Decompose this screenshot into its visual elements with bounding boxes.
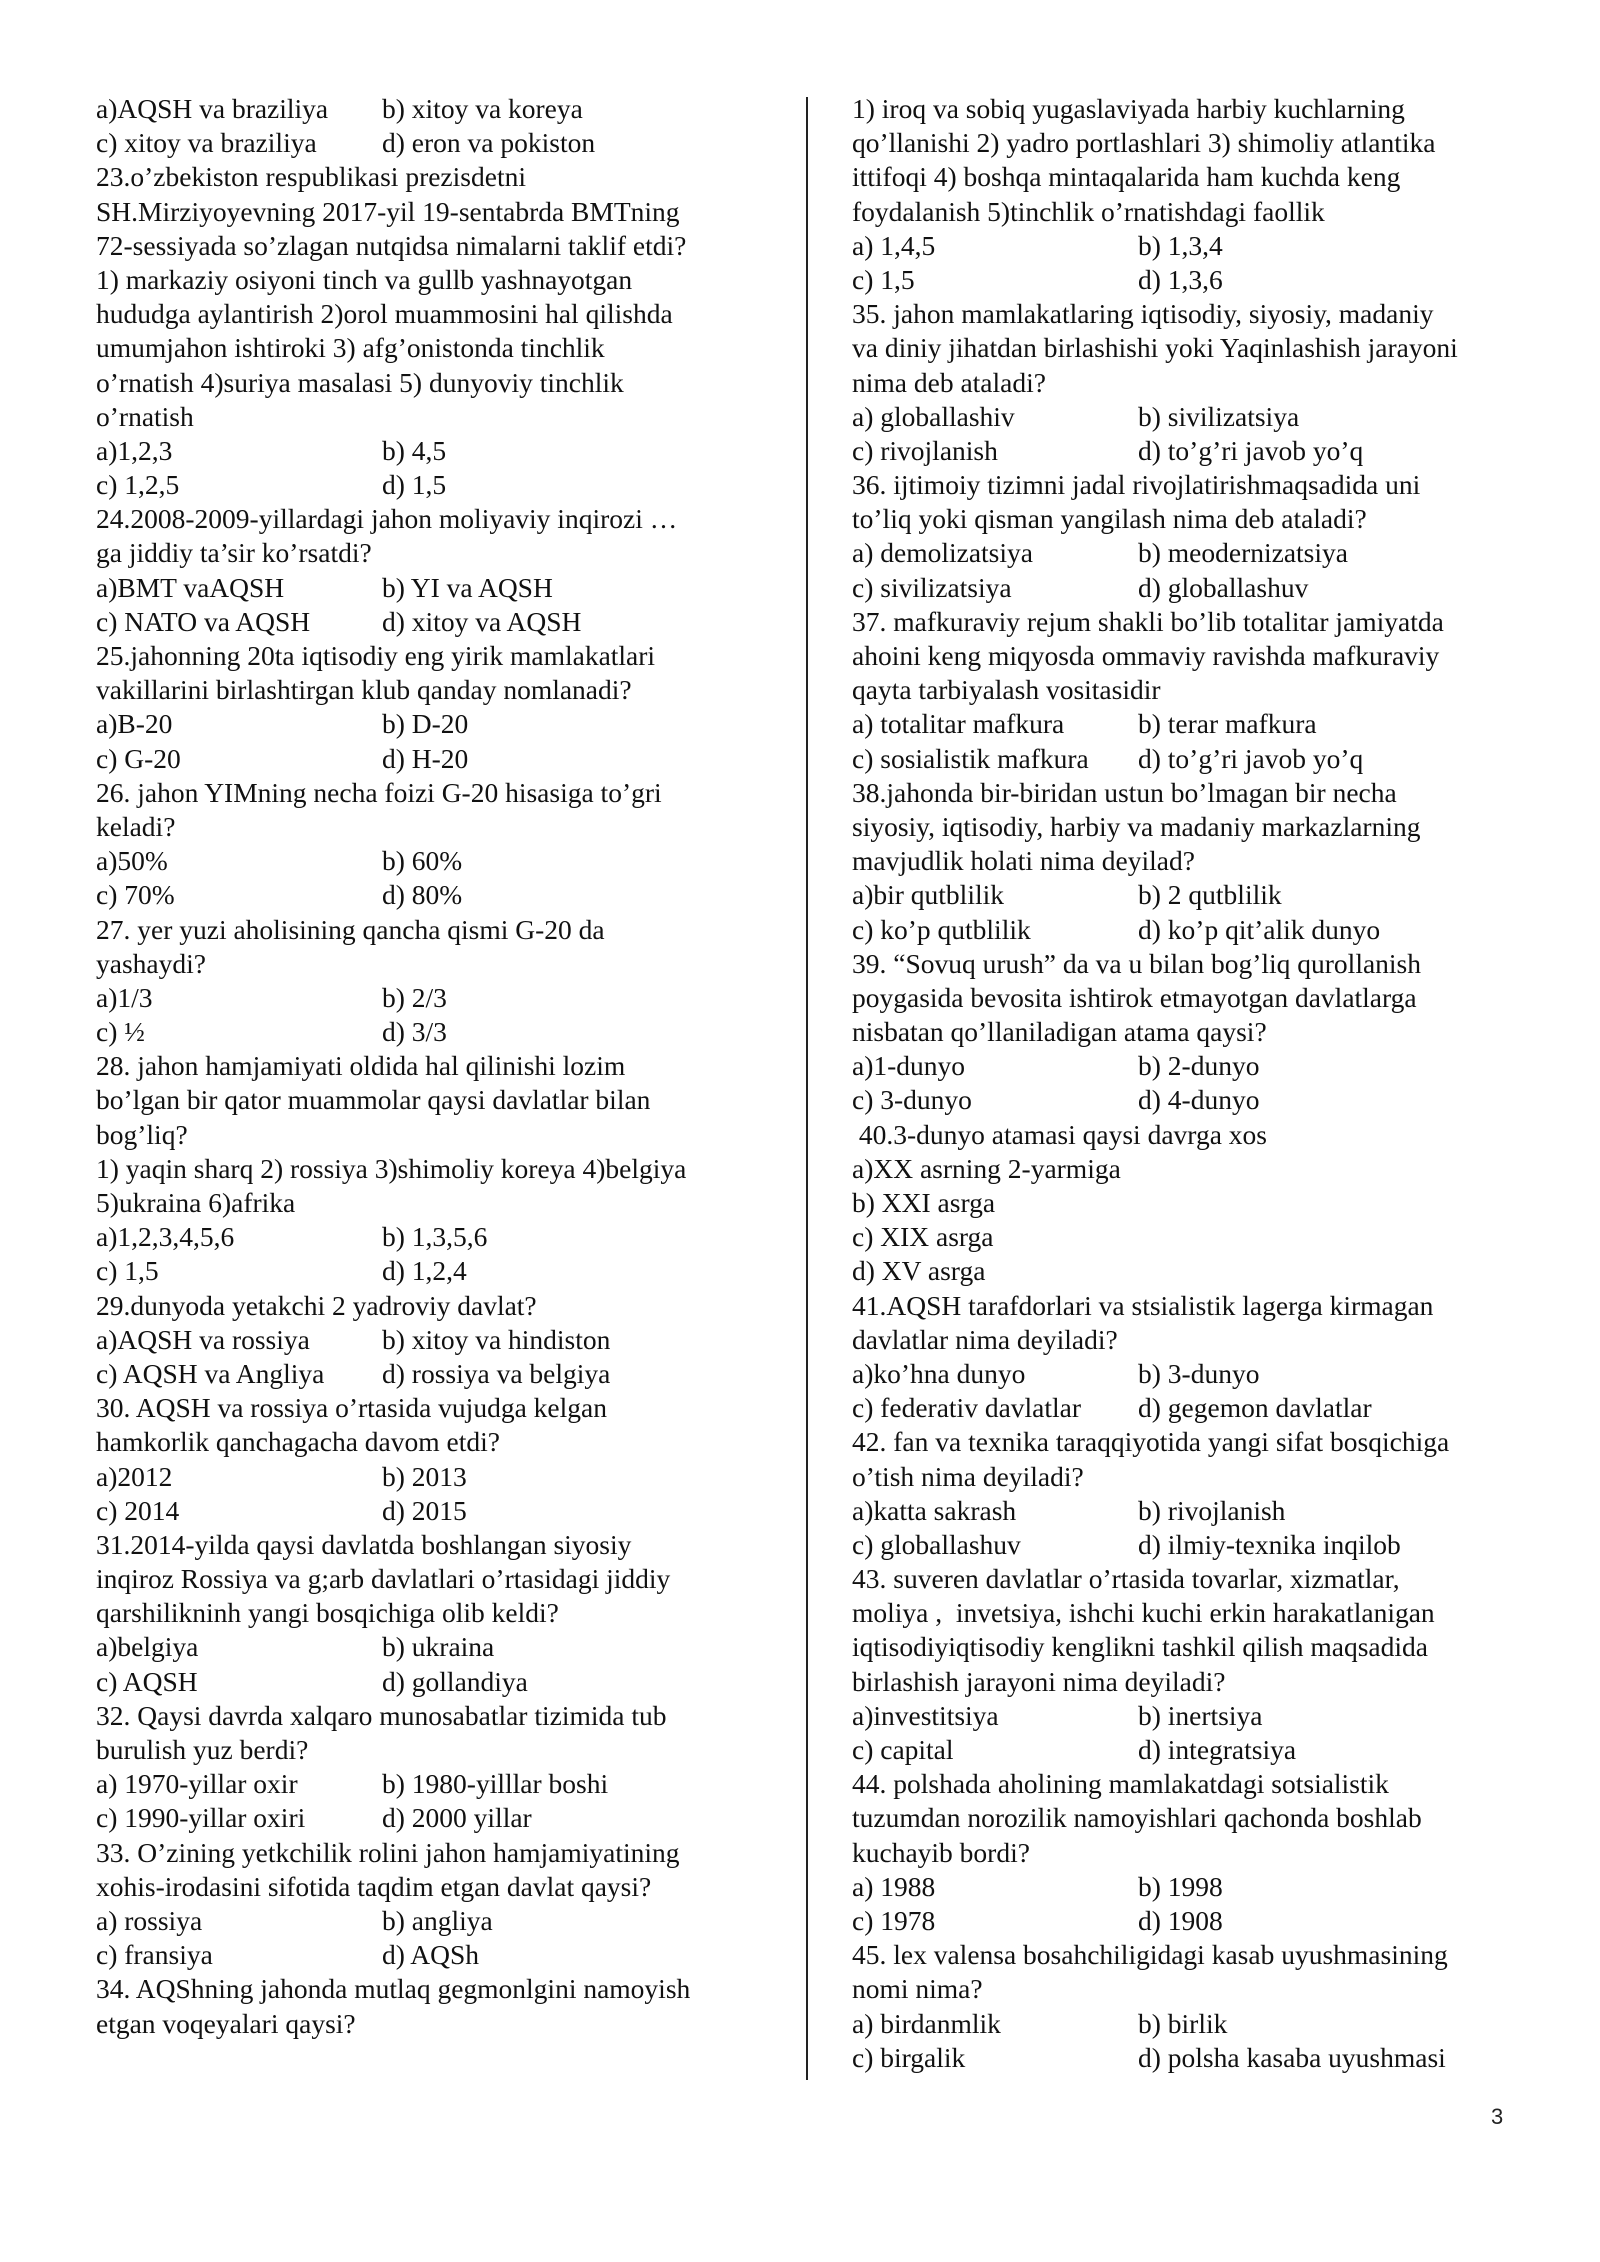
answer-option: d) ilmiy-texnika inqilob: [1138, 1528, 1401, 1560]
answer-option: a)1/3: [96, 981, 153, 1013]
text-line: ga jiddiy ta’sir ko’rsatdi?: [96, 537, 372, 569]
text-line: davlatlar nima deyiladi?: [852, 1323, 1118, 1355]
answer-option: b) 1,3,4: [1138, 229, 1223, 261]
text-line: 23.o’zbekiston respublikasi prezisdetni: [96, 161, 526, 193]
answer-option: c) birgalik: [852, 2041, 966, 2073]
answer-options-row: [852, 878, 1512, 912]
answer-option: b) ukraina: [382, 1631, 495, 1663]
answer-option: d) 1,2,4: [382, 1255, 467, 1287]
text-line: 26. jahon YIMning necha foizi G-20 hisasiga to’gri: [96, 776, 662, 808]
text-line: 24.2008-2009-yillardagi jahon moliyaviy inqirozi …: [96, 503, 678, 535]
answer-options-row: [96, 1801, 796, 1835]
text-line: bo’lgan bir qator muammolar qaysi davlatlar bilan: [96, 1084, 651, 1116]
answer-options-row: [852, 1870, 1512, 1904]
text-line: iqtisodiyiqtisodiy kenglikni tashkil qilish maqsadida: [852, 1631, 1428, 1663]
text-line: burulish yuz berdi?: [96, 1734, 309, 1765]
answer-option: c) 2014: [96, 1494, 180, 1526]
answer-option: a)AQSH va braziliya: [96, 93, 329, 124]
text-line: umumjahon ishtiroki 3) afg’onistonda tinchlik: [96, 332, 605, 364]
answer-option: c) globallashuv: [852, 1528, 1021, 1560]
answer-options-row: [96, 742, 796, 776]
answer-options-row: [852, 1528, 1512, 1562]
answer-option: d) rossiya va belgiya: [382, 1357, 611, 1389]
text-line: kuchayib bordi?: [852, 1836, 1030, 1868]
text-line: hududga aylantirish 2)orol muammosini hal qilishda: [96, 298, 673, 330]
right-column: [852, 92, 1512, 2075]
text-line: ittifoqi 4) boshqa mintaqalarida ham kuchda keng: [852, 161, 1401, 193]
answer-options-row: [96, 1938, 796, 1972]
answer-option: c) 1990-yillar oxiri: [96, 1802, 306, 1834]
text-line: yashaydi?: [96, 947, 206, 979]
answer-option: b) 2-dunyo: [1138, 1050, 1260, 1082]
answer-options-row: [852, 2007, 1512, 2041]
answer-options-row: [96, 707, 796, 741]
text-line: bog’liq?: [96, 1118, 188, 1150]
text-line: 25.jahonning 20ta iqtisodiy eng yirik mamlakatlari: [96, 640, 656, 671]
answer-option: d) xitoy va AQSH: [382, 605, 582, 637]
text-line: 39. “Sovuq urush” da va u bilan bog’liq qurollanish: [852, 947, 1422, 979]
text-line: 36. ijtimoiy tizimni jadal rivojlatirishmaqsadida uni: [852, 469, 1421, 501]
answer-options-row: [96, 468, 796, 502]
text-line: o’rnatish 4)suriya masalasi 5) dunyoviy tinchlik: [96, 366, 624, 398]
text-line: 1) yaqin sharq 2) rossiya 3)shimoliy koreya 4)belgiya: [96, 1152, 687, 1184]
answer-option: b) 2/3: [382, 981, 447, 1013]
answer-option: a)belgiya: [96, 1631, 199, 1663]
left-column: [96, 92, 796, 2041]
answer-option: a) globallashiv: [852, 400, 1015, 432]
answer-option: b) 1998: [1138, 1870, 1223, 1902]
answer-option: b) inertsiya: [1138, 1699, 1263, 1731]
answer-options-row: [96, 844, 796, 878]
text-line: nomi nima?: [852, 1973, 983, 2005]
answer-options-row: [96, 1494, 796, 1528]
text-line: d) XV asrga: [852, 1255, 986, 1287]
answer-option: d) 3/3: [382, 1016, 447, 1048]
answer-option: a) demolizatsiya: [852, 537, 1033, 569]
answer-option: c) 1978: [852, 1904, 936, 1936]
answer-option: c) 1,2,5: [96, 469, 180, 501]
answer-option: d) eron va pokiston: [382, 127, 596, 159]
text-line: 72-sessiyada so’zlagan nutqidsa nimalarni taklif etdi?: [96, 229, 687, 261]
text-line: 45. lex valensa bosahchiligidagi kasab uyushmasining: [852, 1939, 1448, 1971]
answer-option: c) AQSH va Angliya: [96, 1357, 325, 1389]
answer-option: b) 4,5: [382, 434, 447, 466]
answer-option: d) 1,3,6: [1138, 263, 1223, 295]
text-line: qo’llanishi 2) yadro portlashlari 3) shimoliy atlantika: [852, 127, 1436, 159]
answer-option: a)BMT vaAQSH: [96, 571, 285, 603]
answer-option: b) angliya: [382, 1904, 493, 1936]
answer-option: d) 80%: [382, 879, 463, 911]
text-line: va diniy jihatdan birlashishi yoki Yaqinlashish jarayoni: [852, 332, 1458, 364]
answer-option: b) rivojlanish: [1138, 1494, 1286, 1526]
answer-option: c) fransiya: [96, 1939, 213, 1971]
answer-option: d) AQSh: [382, 1939, 480, 1971]
answer-options-row: [852, 1357, 1512, 1391]
answer-option: a)1,2,3,4,5,6: [96, 1221, 235, 1253]
answer-option: c) rivojlanish: [852, 434, 998, 466]
answer-option: a)2012: [96, 1460, 173, 1492]
answer-option: c) capital: [852, 1734, 954, 1765]
text-line: o’rnatish: [96, 400, 194, 432]
answer-option: b) birlik: [1138, 2007, 1228, 2039]
text-line: qayta tarbiyalash vositasidir: [852, 674, 1161, 706]
text-line: xohis-irodasini sifotida taqdim etgan davlat qaysi?: [96, 1870, 652, 1902]
text-line: 31.2014-yilda qaysi davlatda boshlangan siyosiy: [96, 1528, 632, 1560]
text-line: 30. AQSH va rossiya o’rtasida vujudga kelgan: [96, 1392, 607, 1424]
answer-options-row: [96, 605, 796, 639]
text-line: tuzumdan norozilik namoyishlari qachonda boshlab: [852, 1802, 1422, 1834]
answer-options-row: [852, 1699, 1512, 1733]
answer-options-row: [852, 434, 1512, 468]
text-line: 42. fan va texnika taraqqiyotida yangi sifat bosqichiga: [852, 1426, 1450, 1458]
answer-option: a)ko’hna dunyo: [852, 1357, 1026, 1389]
answer-option: b) 2 qutblilik: [1138, 879, 1282, 911]
answer-options-row: [96, 571, 796, 605]
answer-options-row: [852, 1904, 1512, 1938]
answer-option: b) terar mafkura: [1138, 708, 1317, 740]
answer-options-row: [96, 1015, 796, 1049]
answer-option: a)bir qutblilik: [852, 879, 1004, 911]
answer-option: c) AQSH: [96, 1665, 198, 1697]
answer-options-row: [852, 2041, 1512, 2075]
answer-option: b) D-20: [382, 708, 469, 740]
answer-option: b) YI va AQSH: [382, 571, 553, 603]
answer-options-row: [852, 263, 1512, 297]
answer-option: b) 3-dunyo: [1138, 1357, 1260, 1389]
answer-options-row: [96, 1665, 796, 1699]
text-line: 1) markaziy osiyoni tinch va gullb yashnayotgan: [96, 263, 633, 295]
text-line: 35. jahon mamlakatlaring iqtisodiy, siyosiy, madaniy: [852, 298, 1434, 330]
text-line: c) XIX asrga: [852, 1221, 994, 1253]
answer-option: a) rossiya: [96, 1904, 203, 1936]
answer-options-row: [852, 400, 1512, 434]
answer-option: b) meodernizatsiya: [1138, 537, 1348, 569]
text-line: inqiroz Rossiya va g;arb davlatlari o’rtasidagi jiddiy: [96, 1563, 671, 1595]
answer-option: b) 60%: [382, 845, 463, 877]
answer-option: b) xitoy va hindiston: [382, 1323, 611, 1355]
answer-option: c) G-20: [96, 742, 181, 774]
text-line: o’tish nima deyiladi?: [852, 1460, 1084, 1492]
answer-option: d) 1,5: [382, 469, 447, 501]
answer-options-row: [96, 981, 796, 1015]
text-line: 34. AQShning jahonda mutlaq gegmonlgini namoyish: [96, 1973, 691, 2005]
answer-options-row: [852, 1391, 1512, 1425]
answer-option: d) gegemon davlatlar: [1138, 1392, 1372, 1424]
text-line: siyosiy, iqtisodiy, harbiy va madaniy markazlarning: [852, 810, 1421, 842]
answer-options-row: [852, 1733, 1512, 1767]
column-divider: [806, 97, 808, 2080]
text-line: 44. polshada aholining mamlakatdagi sotsialistik: [852, 1768, 1389, 1800]
answer-option: d) integratsiya: [1138, 1734, 1297, 1765]
answer-option: d) to’g’ri javob yo’q: [1138, 742, 1364, 774]
answer-options-row: [96, 1460, 796, 1494]
text-line: a)XX asrning 2-yarmiga: [852, 1152, 1121, 1184]
answer-option: c) federativ davlatlar: [852, 1392, 1082, 1424]
text-line: poygasida bevosita ishtirok etmayotgan davlatlarga: [852, 981, 1417, 1013]
text-line: nisbatan qo’llaniladigan atama qaysi?: [852, 1016, 1267, 1048]
answer-option: c) ko’p qutblilik: [852, 913, 1031, 945]
answer-option: a) totalitar mafkura: [852, 708, 1065, 740]
answer-option: c) NATO va AQSH: [96, 605, 311, 637]
answer-options-row: [852, 536, 1512, 570]
text-line: 27. yer yuzi aholisining qancha qismi G-20 da: [96, 913, 605, 945]
answer-option: d) ko’p qit’alik dunyo: [1138, 913, 1381, 945]
answer-options-row: [852, 571, 1512, 605]
text-line: keladi?: [96, 810, 176, 842]
answer-option: b) xitoy va koreya: [382, 93, 583, 124]
text-line: hamkorlik qanchagacha davom etdi?: [96, 1426, 500, 1458]
answer-option: d) polsha kasaba uyushmasi: [1138, 2041, 1446, 2073]
text-line: etgan voqeyalari qaysi?: [96, 2007, 356, 2039]
answer-options-row: [96, 1220, 796, 1254]
text-line: birlashish jarayoni nima deyiladi?: [852, 1665, 1226, 1697]
answer-option: c) ½: [96, 1016, 145, 1048]
answer-option: a)B-20: [96, 708, 173, 740]
answer-option: a) 1,4,5: [852, 229, 936, 261]
answer-options-row: [96, 1904, 796, 1938]
answer-option: d) to’g’ri javob yo’q: [1138, 434, 1364, 466]
text-line: vakillarini birlashtirgan klub qanday nomlanadi?: [96, 674, 632, 706]
answer-options-row: [852, 1083, 1512, 1117]
answer-option: c) 1,5: [96, 1255, 159, 1287]
answer-option: c) 70%: [96, 879, 175, 911]
answer-option: b) 1,3,5,6: [382, 1221, 488, 1253]
text-line: 1) iroq va sobiq yugaslaviyada harbiy kuchlarning: [852, 93, 1405, 124]
answer-option: b) sivilizatsiya: [1138, 400, 1300, 432]
answer-option: b) 1980-yilllar boshi: [382, 1768, 609, 1800]
text-line: qarshilikninh yangi bosqichiga olib keldi?: [96, 1597, 559, 1629]
answer-options-row: [852, 229, 1512, 263]
text-line: foydalanish 5)tinchlik o’rnatishdagi faollik: [852, 195, 1325, 227]
answer-option: a)1-dunyo: [852, 1050, 966, 1082]
answer-options-row: [96, 434, 796, 468]
text-line: 41.AQSH tarafdorlari va stsialistik lagerga kirmagan: [852, 1289, 1434, 1321]
answer-option: a) 1970-yillar oxir: [96, 1768, 298, 1800]
answer-option: c) sosialistik mafkura: [852, 742, 1089, 774]
text-line: nima deb ataladi?: [852, 366, 1046, 398]
answer-options-row: [852, 707, 1512, 741]
answer-option: a) 1988: [852, 1870, 936, 1902]
answer-options-row: [96, 1630, 796, 1664]
text-line: 37. mafkuraviy rejum shakli bo’lib totalitar jamiyatda: [852, 605, 1444, 637]
text-line: 29.dunyoda yetakchi 2 yadroviy davlat?: [96, 1289, 537, 1321]
answer-option: d) globallashuv: [1138, 571, 1309, 603]
answer-option: d) 2000 yillar: [382, 1802, 532, 1834]
answer-options-row: [96, 1254, 796, 1288]
answer-option: c) 3-dunyo: [852, 1084, 972, 1116]
answer-options-row: [852, 1049, 1512, 1083]
text-line: SH.Mirziyoyevning 2017-yil 19-sentabrda BMTning: [96, 195, 680, 227]
text-line: 33. O’zining yetkchilik rolini jahon hamjamiyatining: [96, 1836, 680, 1868]
answer-option: c) sivilizatsiya: [852, 571, 1012, 603]
answer-option: d) 1908: [1138, 1904, 1223, 1936]
text-line: b) XXI asrga: [852, 1187, 996, 1218]
answer-option: a) birdanmlik: [852, 2007, 1001, 2039]
answer-option: a)1,2,3: [96, 434, 173, 466]
text-line: 40.3-dunyo atamasi qaysi davrga xos: [852, 1118, 1267, 1150]
text-line: 5)ukraina 6)afrika: [96, 1187, 296, 1218]
answer-options-row: [852, 742, 1512, 776]
answer-option: d) 2015: [382, 1494, 467, 1526]
text-line: 43. suveren davlatlar o’rtasida tovarlar, xizmatlar,: [852, 1563, 1400, 1595]
answer-options-row: [96, 92, 796, 126]
text-line: 32. Qaysi davrda xalqaro munosabatlar tizimida tub: [96, 1699, 667, 1731]
answer-options-row: [852, 1494, 1512, 1528]
answer-options-row: [96, 126, 796, 160]
text-line: to’liq yoki qisman yangilash nima deb ataladi?: [852, 503, 1367, 535]
answer-option: d) 4-dunyo: [1138, 1084, 1260, 1116]
answer-options-row: [852, 913, 1512, 947]
answer-options-row: [96, 1323, 796, 1357]
text-line: ahoini keng miqyosda ommaviy ravishda mafkuraviy: [852, 640, 1440, 671]
answer-options-row: [96, 1767, 796, 1801]
text-line: mavjudlik holati nima deyilad?: [852, 845, 1195, 877]
text-line: 28. jahon hamjamiyati oldida hal qilinishi lozim: [96, 1050, 626, 1082]
answer-option: a)AQSH va rossiya: [96, 1323, 310, 1355]
answer-options-row: [96, 878, 796, 912]
text-line: moliya , invetsiya, ishchi kuchi erkin harakatlanigan: [852, 1597, 1435, 1629]
answer-option: a)investitsiya: [852, 1699, 999, 1731]
answer-option: a)katta sakrash: [852, 1494, 1017, 1526]
text-line: 38.jahonda bir-biridan ustun bo’lmagan bir necha: [852, 776, 1397, 808]
answer-options-row: [96, 1357, 796, 1391]
answer-option: c) 1,5: [852, 263, 915, 295]
page-number: 3: [1491, 2104, 1504, 2129]
answer-option: a)50%: [96, 845, 168, 877]
answer-option: b) 2013: [382, 1460, 467, 1492]
answer-option: c) xitoy va braziliya: [96, 127, 317, 159]
answer-option: d) gollandiya: [382, 1665, 528, 1697]
answer-option: d) H-20: [382, 742, 469, 774]
